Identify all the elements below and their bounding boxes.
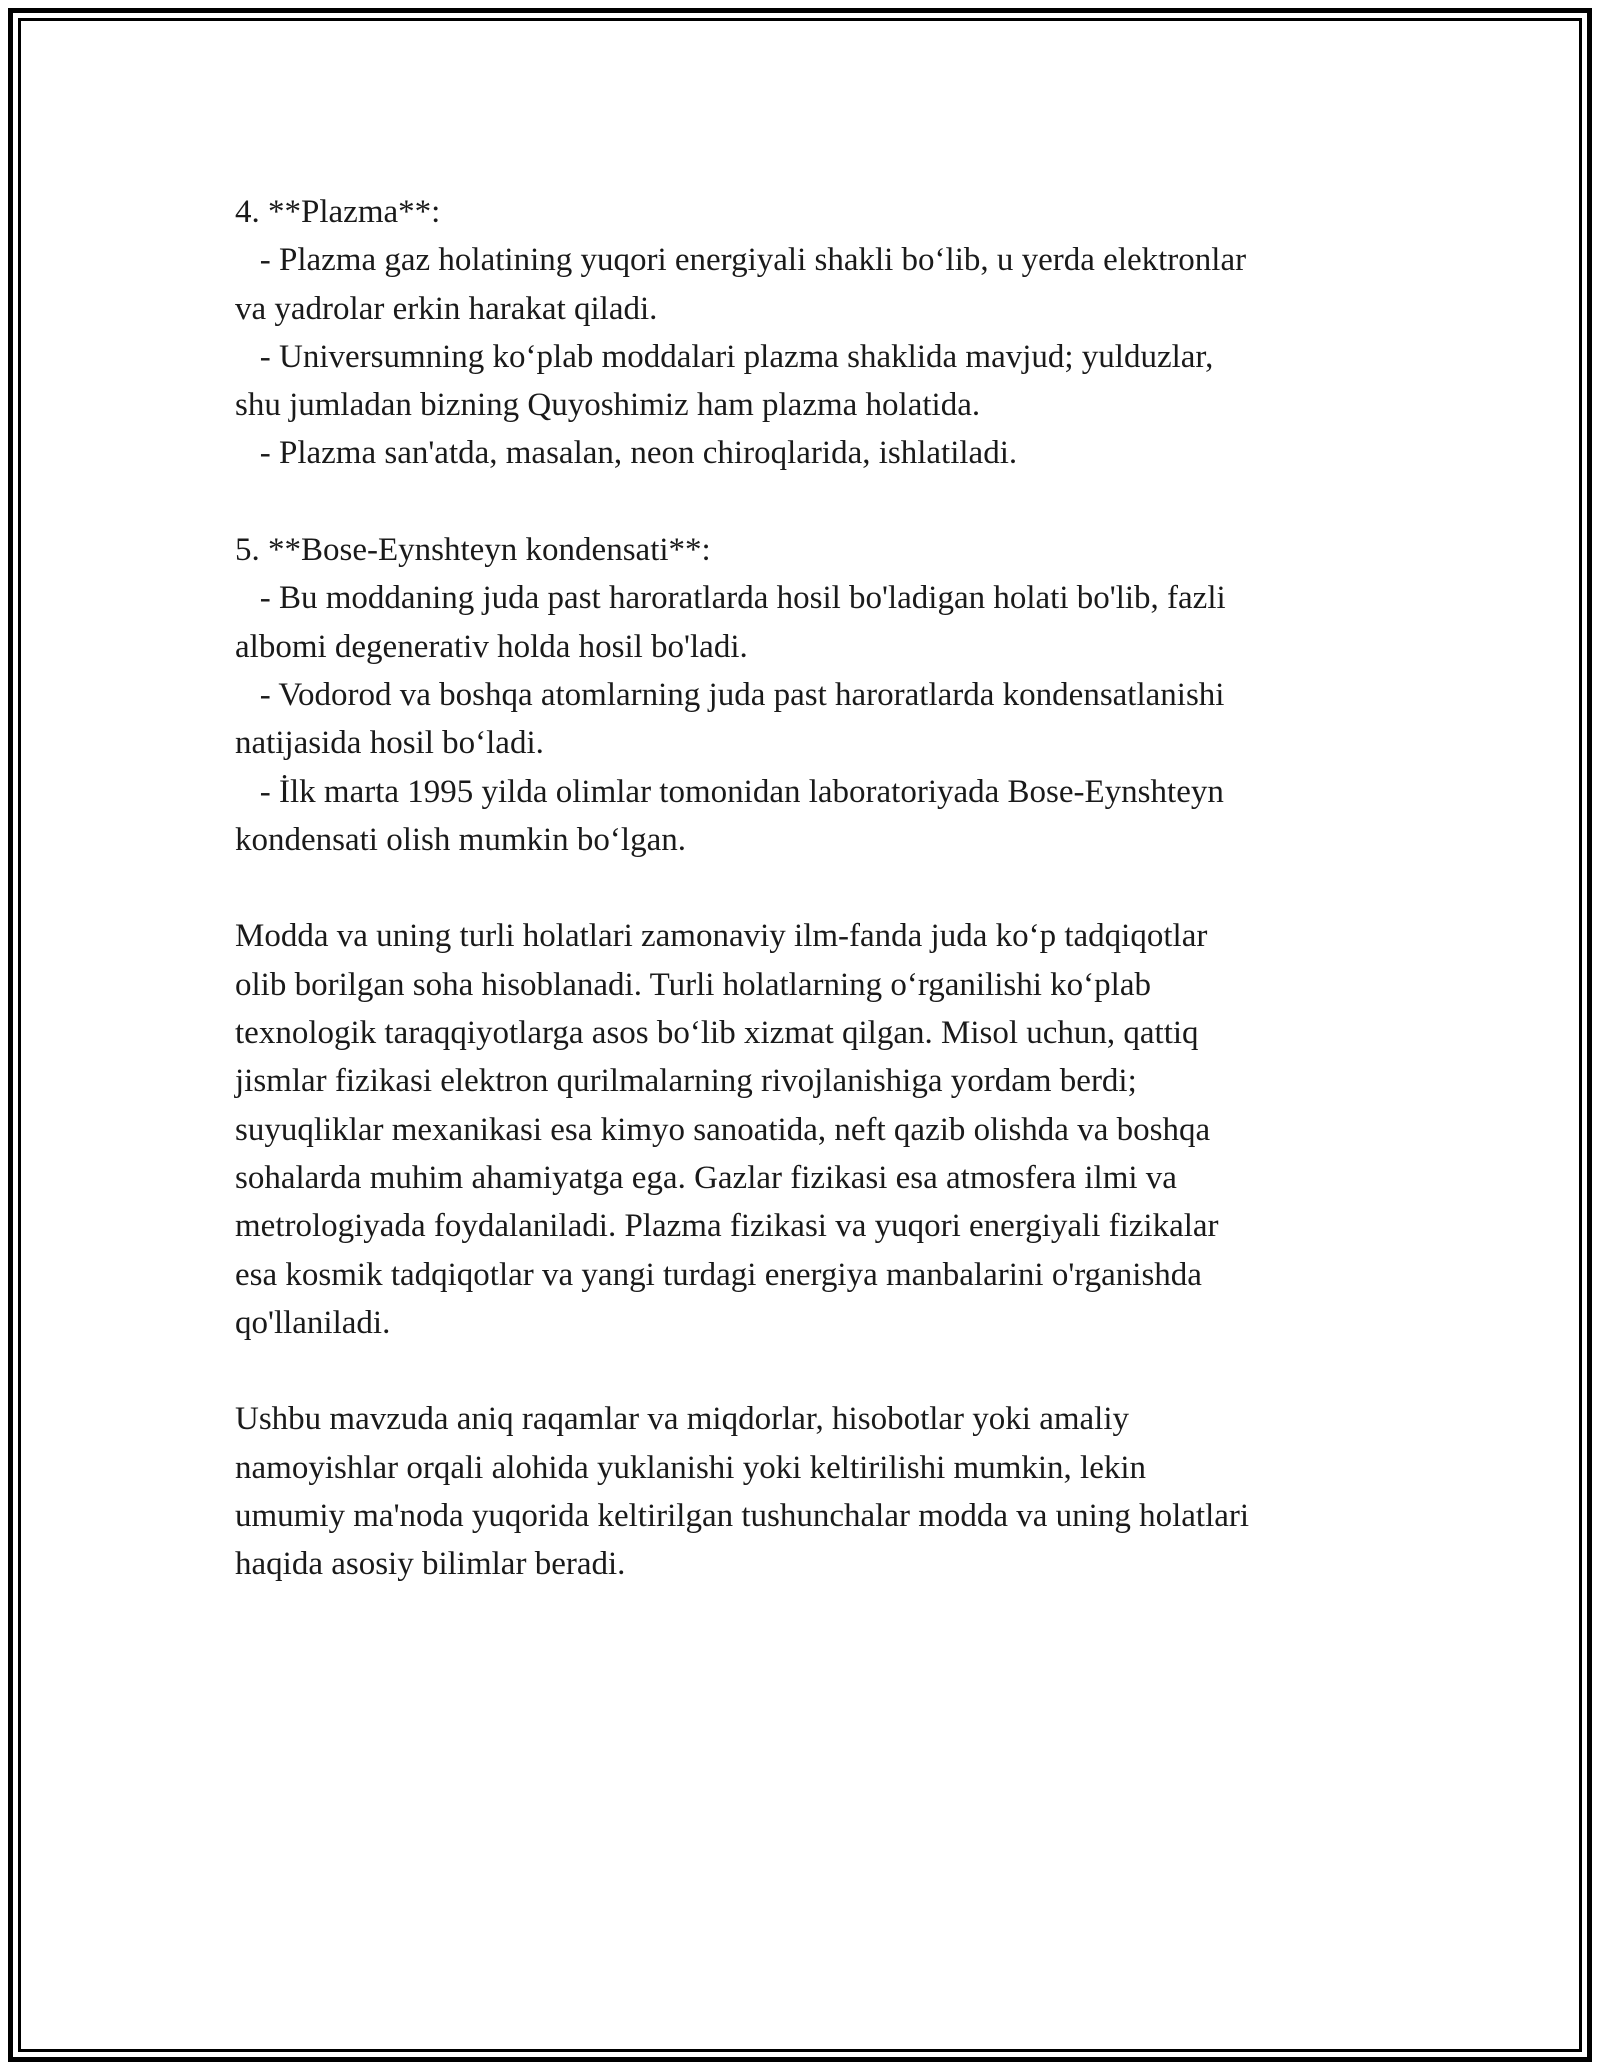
text-line: va yadrolar erkin harakat qiladi. bbox=[235, 290, 658, 327]
text-line: - Plazma gaz holatining yuqori energiyali shakli bo‘lib, u yerda elektronlar bbox=[235, 242, 1247, 279]
paragraph-gap bbox=[235, 478, 1395, 526]
text-line: - Plazma san'atda, masalan, neon chiroqlarida, ishlatiladi. bbox=[235, 435, 1018, 472]
text-line: umumiy ma'noda yuqorida keltirilgan tushunchalar modda va uning holatlari bbox=[235, 1498, 1250, 1535]
text-line: shu jumladan bizning Quyoshimiz ham plazma holatida. bbox=[235, 387, 981, 424]
text-line: Ushbu mavzuda aniq raqamlar va miqdorlar, hisobotlar yoki amaliy bbox=[235, 1401, 1130, 1438]
paragraph-gap bbox=[235, 864, 1395, 912]
text-line: - Universumning ko‘plab moddalari plazma shaklida mavjud; yulduzlar, bbox=[235, 338, 1214, 375]
text-line: qo'llaniladi. bbox=[235, 1304, 391, 1341]
text-line: olib borilgan soha hisoblanadi. Turli holatlarning o‘rganilishi ko‘plab bbox=[235, 966, 1151, 1003]
text-line: kondensati olish mumkin bo‘lgan. bbox=[235, 821, 686, 858]
text-line: albomi degenerativ holda hosil bo'ladi. bbox=[235, 628, 748, 665]
text-line: metrologiyada foydalaniladi. Plazma fizikasi va yuqori energiyali fizikalar bbox=[235, 1208, 1219, 1245]
text-line: Modda va uning turli holatlari zamonaviy ilm-fanda juda ko‘p tadqiqotlar bbox=[235, 918, 1208, 955]
paragraph-gap bbox=[235, 1347, 1395, 1395]
text-line: 5. **Bose-Eynshteyn kondensati**: bbox=[235, 532, 711, 569]
text-line: texnologik taraqqiyotlarga asos bo‘lib xizmat qilgan. Misol uchun, qattiq bbox=[235, 1015, 1199, 1052]
text-line: jismlar fizikasi elektron qurilmalarning rivojlanishiga yordam berdi; bbox=[235, 1063, 1137, 1100]
text-line: haqida asosiy bilimlar beradi. bbox=[235, 1546, 626, 1583]
text-line: 4. **Plazma**: bbox=[235, 194, 441, 230]
text-line: - Bu moddaning juda past haroratlarda hosil bo'ladigan holati bo'lib, fazli bbox=[235, 580, 1226, 617]
text-line: namoyishlar orqali alohida yuklanishi yoki keltirilishi mumkin, lekin bbox=[235, 1449, 1147, 1486]
text-line: natijasida hosil bo‘ladi. bbox=[235, 725, 544, 762]
text-line: - Vodorod va boshqa atomlarning juda past haroratlarda kondensatlanishi bbox=[235, 676, 1225, 713]
text-line: - İlk marta 1995 yilda olimlar tomonidan laboratoriyada Bose-Eynshteyn bbox=[235, 773, 1224, 810]
text-line: esa kosmik tadqiqotlar va yangi turdagi energiya manbalarini o'rganishda bbox=[235, 1256, 1202, 1293]
text-line: suyuqliklar mexanikasi esa kimyo sanoatida, neft qazib olishda va boshqa bbox=[235, 1111, 1211, 1148]
document-body bbox=[235, 188, 1395, 1589]
text-line: sohalarda muhim ahamiyatga ega. Gazlar fizikasi esa atmosfera ilmi va bbox=[235, 1159, 1177, 1196]
